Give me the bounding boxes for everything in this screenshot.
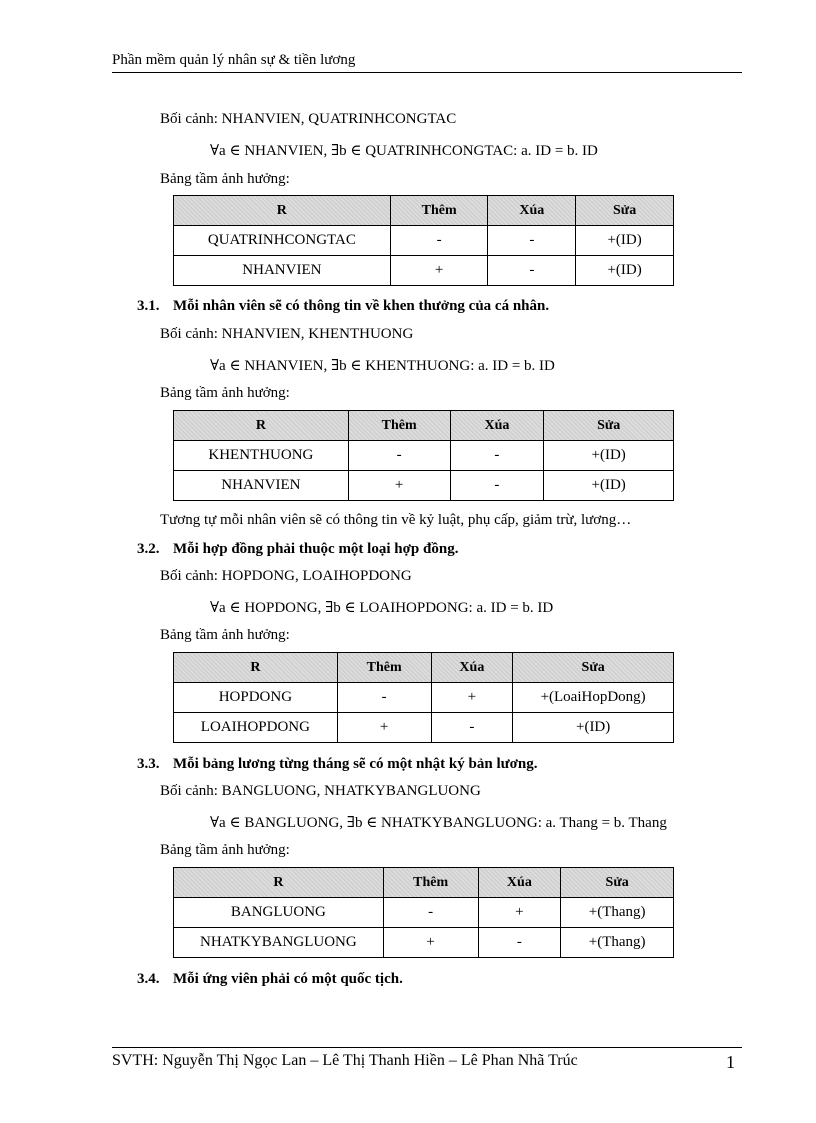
impact-label: Bảng tầm ảnh hưởng:: [160, 385, 290, 401]
header-cell: Thêm: [390, 196, 488, 226]
section-number: 3.4.: [137, 971, 160, 987]
impact-label: Bảng tầm ảnh hưởng:: [160, 627, 290, 643]
impact-table: [173, 652, 674, 743]
constraint-formula: ∀a ∈ NHANVIEN, ∃b ∈ QUATRINHCONGTAC: a. ID = b. ID: [210, 143, 598, 159]
table-cell: QUATRINHCONGTAC: [174, 226, 391, 256]
footer-authors: SVTH: Nguyễn Thị Ngọc Lan – Lê Thị Thanh Hiền – Lê Phan Nhã Trúc: [112, 1052, 578, 1069]
table-cell: -: [488, 256, 576, 286]
impact-table: [173, 410, 674, 501]
table-cell: -: [450, 441, 544, 471]
table-cell: -: [431, 713, 513, 743]
constraint-formula: ∀a ∈ NHANVIEN, ∃b ∈ KHENTHUONG: a. ID = b. ID: [210, 358, 555, 374]
table-cell: KHENTHUONG: [174, 441, 349, 471]
impact-label: Bảng tầm ảnh hưởng:: [160, 171, 290, 187]
table-cell: +: [383, 928, 478, 958]
header-cell: Xúa: [450, 411, 544, 441]
context-line: Bối cảnh: NHANVIEN, QUATRINHCONGTAC: [160, 111, 457, 127]
section-heading-3-1: [137, 298, 549, 315]
table-row: [174, 898, 674, 928]
context-line: Bối cảnh: BANGLUONG, NHATKYBANGLUONG: [160, 783, 481, 799]
header-cell: Thêm: [348, 411, 450, 441]
table-cell: HOPDONG: [174, 683, 338, 713]
section-heading-3-4: [137, 971, 403, 988]
constraint-formula: ∀a ∈ BANGLUONG, ∃b ∈ NHATKYBANGLUONG: a. Thang = b. Thang: [210, 815, 667, 831]
header-cell: R: [174, 411, 349, 441]
table-row: [174, 441, 674, 471]
header-cell: Xúa: [478, 868, 561, 898]
table-cell: -: [383, 898, 478, 928]
table-cell: +(ID): [544, 471, 674, 501]
impact-table: [173, 867, 674, 958]
table-row: [174, 256, 674, 286]
table-row: [174, 471, 674, 501]
header-cell: Thêm: [337, 653, 431, 683]
note-line: Tương tự mỗi nhân viên sẽ có thông tin về kỷ luật, phụ cấp, giảm trừ, lương…: [160, 512, 632, 528]
header-cell: R: [174, 653, 338, 683]
table-cell: NHATKYBANGLUONG: [174, 928, 384, 958]
impact-table: [173, 195, 674, 286]
table-cell: LOAIHOPDONG: [174, 713, 338, 743]
table-cell: -: [390, 226, 488, 256]
table-cell: BANGLUONG: [174, 898, 384, 928]
section-title: Mỗi nhân viên sẽ có thông tin về khen thưởng của cá nhân.: [173, 298, 550, 314]
table-cell: +: [431, 683, 513, 713]
constraint-formula: ∀a ∈ HOPDONG, ∃b ∈ LOAIHOPDONG: a. ID = b. ID: [210, 600, 554, 616]
context-line: Bối cảnh: NHANVIEN, KHENTHUONG: [160, 326, 414, 342]
table-cell: +(Thang): [561, 928, 674, 958]
table-cell: +: [478, 898, 561, 928]
header-cell: Sửa: [561, 868, 674, 898]
table-cell: +(ID): [576, 256, 674, 286]
section-heading-3-2: [137, 541, 458, 558]
table-header-row: [174, 653, 674, 683]
section-number: 3.3.: [137, 756, 160, 772]
table-cell: -: [450, 471, 544, 501]
table-cell: +(Thang): [561, 898, 674, 928]
table-row: [174, 683, 674, 713]
section-title: Mỗi ứng viên phải có một quốc tịch.: [173, 971, 403, 987]
header-cell: R: [174, 196, 391, 226]
table-cell: +(LoaiHopDong): [513, 683, 674, 713]
table-cell: NHANVIEN: [174, 471, 349, 501]
table-cell: -: [488, 226, 576, 256]
table-row: [174, 713, 674, 743]
table-cell: -: [337, 683, 431, 713]
table-cell: +(ID): [513, 713, 674, 743]
header-cell: R: [174, 868, 384, 898]
page-number: 1: [726, 1052, 735, 1072]
table-cell: +(ID): [544, 441, 674, 471]
header-cell: Thêm: [383, 868, 478, 898]
header-cell: Sửa: [576, 196, 674, 226]
section-number: 3.2.: [137, 541, 160, 557]
table-row: [174, 226, 674, 256]
section-title: Mỗi hợp đồng phải thuộc một loại hợp đồng.: [173, 541, 459, 557]
section-heading-3-3: [137, 756, 538, 773]
header-cell: Xúa: [488, 196, 576, 226]
table-cell: -: [478, 928, 561, 958]
table-cell: +: [348, 471, 450, 501]
table-cell: NHANVIEN: [174, 256, 391, 286]
table-cell: +: [390, 256, 488, 286]
table-header-row: [174, 411, 674, 441]
table-cell: -: [348, 441, 450, 471]
table-header-row: [174, 868, 674, 898]
header-cell: Sửa: [513, 653, 674, 683]
table-cell: +(ID): [576, 226, 674, 256]
section-title: Mỗi bảng lương từng tháng sẽ có một nhật ký bản lương.: [173, 756, 538, 772]
section-number: 3.1.: [137, 298, 160, 314]
impact-label: Bảng tầm ảnh hưởng:: [160, 842, 290, 858]
page-header: Phần mềm quản lý nhân sự & tiền lương: [112, 52, 356, 68]
header-cell: Sửa: [544, 411, 674, 441]
header-cell: Xúa: [431, 653, 513, 683]
table-cell: +: [337, 713, 431, 743]
table-header-row: [174, 196, 674, 226]
context-line: Bối cảnh: HOPDONG, LOAIHOPDONG: [160, 568, 412, 584]
table-row: [174, 928, 674, 958]
footer-divider: [112, 1047, 742, 1048]
header-divider: [112, 72, 742, 73]
